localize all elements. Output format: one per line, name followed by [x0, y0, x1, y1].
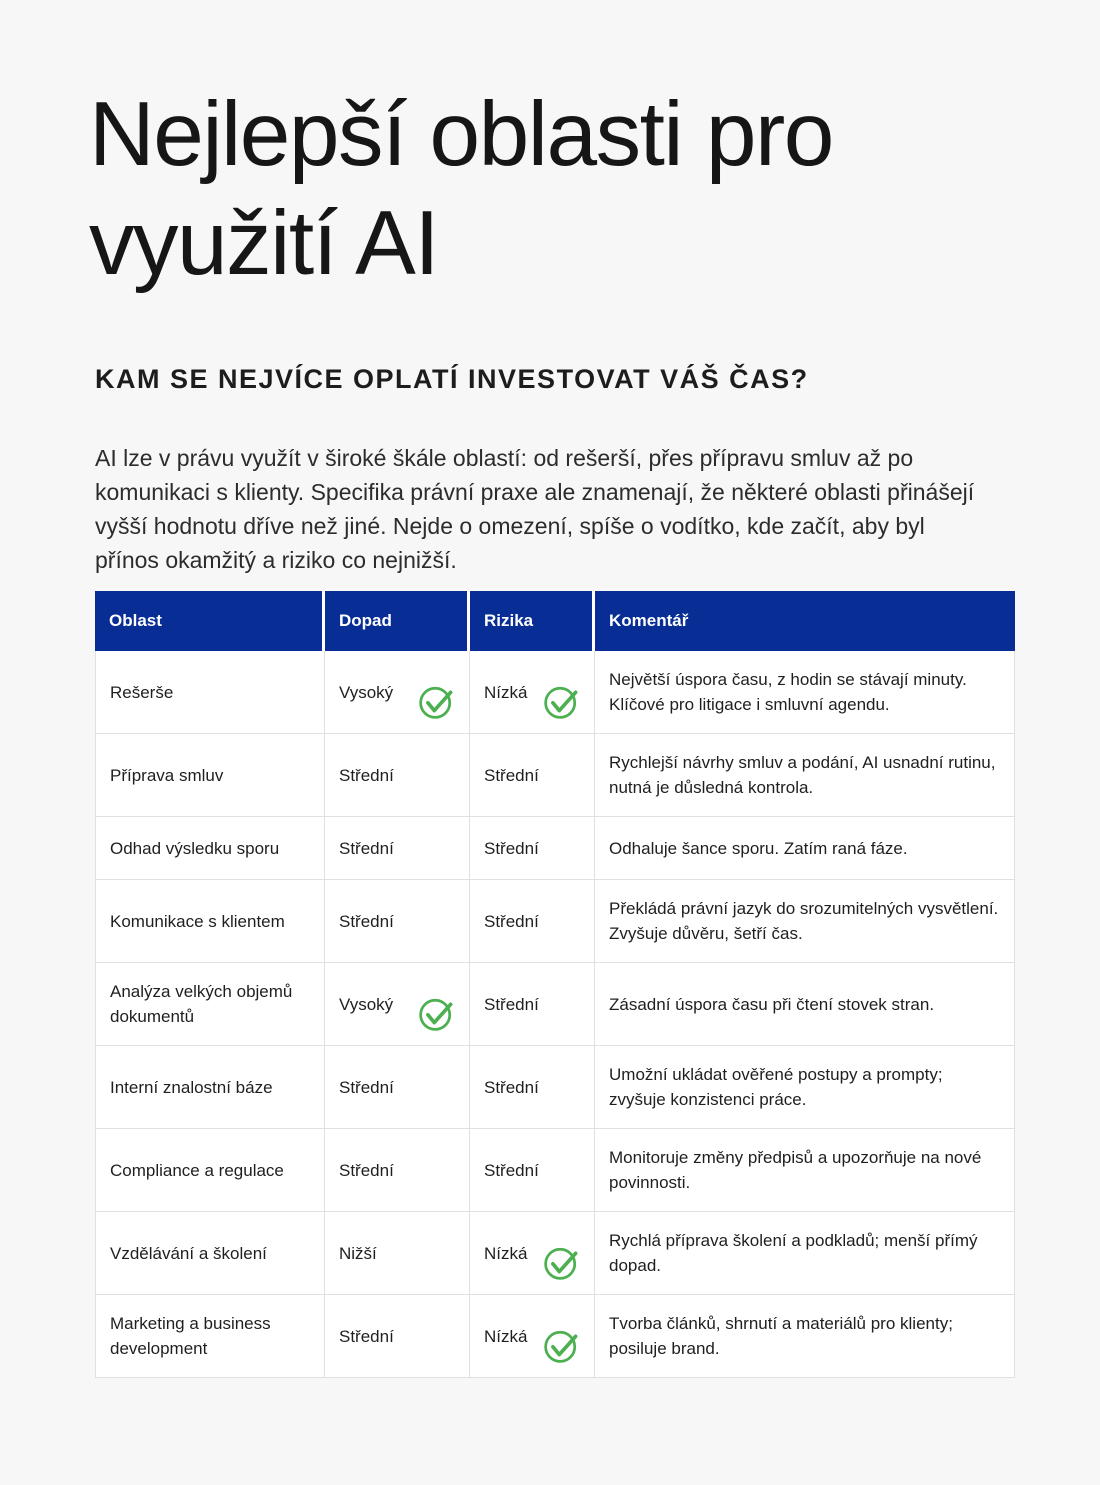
- table-row: [96, 1129, 1014, 1212]
- rizika-label: Střední: [484, 838, 539, 858]
- cell-dopad: [325, 734, 470, 816]
- check-circle-icon: [542, 681, 582, 721]
- oblast-label: Vzdělávání a školení: [110, 1243, 267, 1263]
- cell-rizika: [470, 1129, 595, 1211]
- cell-oblast: [96, 1046, 325, 1128]
- page-title: Nejlepší oblasti pro využití AI: [89, 84, 833, 295]
- oblast-label: Rešerše: [110, 682, 174, 702]
- cell-dopad: [325, 880, 470, 962]
- komentar-label: Tvorba článků, shrnutí a materiálů pro klienty; posiluje brand.: [609, 1314, 953, 1359]
- column-header-dopad: Dopad: [325, 591, 470, 651]
- cell-oblast: [96, 963, 325, 1045]
- dopad-label: Nižší: [339, 1243, 377, 1263]
- cell-dopad: [325, 1046, 470, 1128]
- check-circle-icon: [542, 1242, 582, 1282]
- cell-rizika: [470, 1046, 595, 1128]
- cell-oblast: [96, 651, 325, 733]
- oblast-label: Marketing a business development: [110, 1314, 271, 1359]
- column-header-komentar: Komentář: [609, 611, 689, 631]
- cell-dopad: [325, 1129, 470, 1211]
- komentar-label: Zásadní úspora času při čtení stovek stran.: [609, 994, 935, 1014]
- table-row: [96, 963, 1014, 1046]
- oblast-label: Odhad výsledku sporu: [110, 838, 280, 858]
- table-row: [96, 817, 1014, 880]
- rizika-label: Střední: [484, 1160, 539, 1180]
- check-circle-icon: [417, 993, 457, 1033]
- komentar-label: Odhaluje šance sporu. Zatím raná fáze.: [609, 838, 908, 858]
- komentar-label: Monitoruje změny předpisů a upozorňuje na nové povinnosti.: [609, 1148, 982, 1193]
- cell-komentar: [595, 817, 1014, 879]
- cell-oblast: [96, 734, 325, 816]
- cell-dopad: [325, 651, 470, 733]
- oblast-label: Komunikace s klientem: [110, 911, 285, 931]
- cell-rizika: [470, 1212, 595, 1294]
- oblast-label: Analýza velkých objemů dokumentů: [110, 982, 293, 1027]
- column-header-rizika: Rizika: [470, 591, 595, 651]
- dopad-label: Střední: [339, 1160, 394, 1180]
- cell-rizika: [470, 734, 595, 816]
- table-body: [95, 651, 1015, 1378]
- cell-dopad: [325, 1295, 470, 1377]
- table-row: [96, 1046, 1014, 1129]
- rizika-label: Střední: [484, 911, 539, 931]
- cell-komentar: [595, 734, 1014, 816]
- cell-rizika: [470, 651, 595, 733]
- cell-komentar: [595, 1295, 1014, 1377]
- komentar-label: Překládá právní jazyk do srozumitelných vysvětlení. Zvyšuje důvěru, šetří čas.: [609, 899, 999, 944]
- cell-komentar: [595, 1129, 1014, 1211]
- cell-oblast: [96, 880, 325, 962]
- cell-oblast: [96, 817, 325, 879]
- cell-dopad: [325, 1212, 470, 1294]
- table-row: [96, 651, 1014, 734]
- intro-paragraph: AI lze v právu využít v široké škále oblastí: od rešerší, přes přípravu smluv až po komunikaci s klienty. Specifika právní praxe ale znamenají, že některé oblasti přinášejí vyšší hodnotu dříve než jiné. Nejde o omezení, spíše o vodítko, kde začít, aby byl přínos okamžitý a riziko co nejnižší.: [95, 445, 975, 574]
- rizika-label: Střední: [484, 994, 539, 1014]
- cell-komentar: [595, 963, 1014, 1045]
- cell-rizika: [470, 963, 595, 1045]
- cell-komentar: [595, 1212, 1014, 1294]
- komentar-label: Největší úspora času, z hodin se stávají minuty. Klíčové pro litigace i smluvní agendu.: [609, 670, 967, 715]
- cell-oblast: [96, 1129, 325, 1211]
- dopad-label: Střední: [339, 1077, 394, 1097]
- cell-rizika: [470, 880, 595, 962]
- cell-dopad: [325, 963, 470, 1045]
- komentar-label: Rychlá příprava školení a podkladů; menší přímý dopad.: [609, 1231, 978, 1276]
- cell-rizika: [470, 817, 595, 879]
- rizika-label: Střední: [484, 765, 539, 785]
- cell-komentar: [595, 1046, 1014, 1128]
- table-row: [96, 1212, 1014, 1295]
- column-header-oblast: Oblast: [95, 591, 325, 651]
- dopad-label: Střední: [339, 911, 394, 931]
- ai-areas-table: [95, 591, 1015, 1378]
- rizika-label: Střední: [484, 1077, 539, 1097]
- cell-komentar: [595, 880, 1014, 962]
- rizika-label: Nízká: [484, 682, 528, 702]
- dopad-label: Střední: [339, 838, 394, 858]
- dopad-label: Vysoký: [339, 682, 394, 702]
- dopad-label: Střední: [339, 765, 394, 785]
- table-row: [96, 880, 1014, 963]
- table-row: [96, 734, 1014, 817]
- rizika-label: Nízká: [484, 1326, 528, 1346]
- table-row: [96, 1295, 1014, 1377]
- dopad-label: Střední: [339, 1326, 394, 1346]
- cell-rizika: [470, 1295, 595, 1377]
- dopad-label: Vysoký: [339, 994, 394, 1014]
- cell-oblast: [96, 1212, 325, 1294]
- komentar-label: Umožní ukládat ověřené postupy a prompty; zvyšuje konzistenci práce.: [609, 1065, 943, 1110]
- page-subtitle: KAM SE NEJVÍCE OPLATÍ INVESTOVAT VÁŠ ČAS?: [95, 364, 809, 395]
- check-circle-icon: [542, 1325, 582, 1365]
- komentar-label: Rychlejší návrhy smluv a podání, AI usnadní rutinu, nutná je důsledná kontrola.: [609, 753, 996, 798]
- table-header-row: [95, 591, 1015, 651]
- check-circle-icon: [417, 681, 457, 721]
- oblast-label: Příprava smluv: [110, 765, 224, 785]
- cell-oblast: [96, 1295, 325, 1377]
- rizika-label: Nízká: [484, 1243, 528, 1263]
- oblast-label: Compliance a regulace: [110, 1160, 284, 1180]
- oblast-label: Interní znalostní báze: [110, 1077, 273, 1097]
- cell-dopad: [325, 817, 470, 879]
- cell-komentar: [595, 651, 1014, 733]
